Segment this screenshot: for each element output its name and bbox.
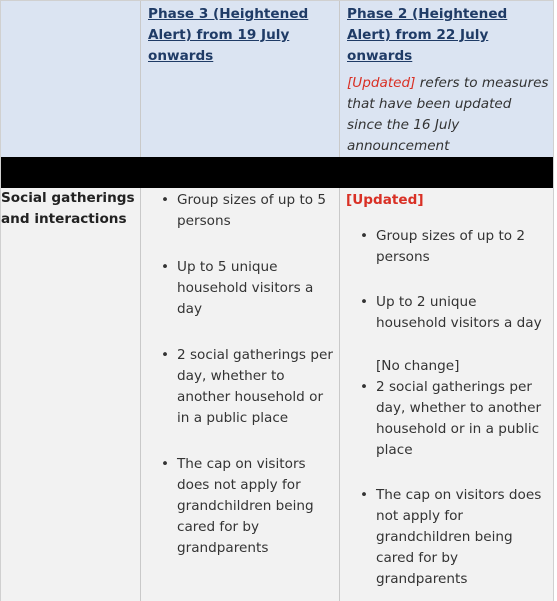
phase3-list xyxy=(141,188,339,559)
updated-note-tag: [Updated] xyxy=(347,75,416,91)
bullet-icon: • xyxy=(161,192,170,208)
bullet-icon: • xyxy=(360,228,369,244)
header-phase3-cell xyxy=(141,1,340,158)
table-header-row xyxy=(1,1,554,158)
phase2-updated-list xyxy=(340,226,549,334)
list-item: • The cap on visitors does not apply for grandchildren being cared for by grandparents xyxy=(360,487,542,587)
list-item: • The cap on visitors does not apply for grandchildren being cared for by grandparents xyxy=(161,456,314,556)
nochange-tag: [No change] xyxy=(376,358,460,374)
list-item: • 2 social gatherings per day, whether to another household or in a public place xyxy=(360,379,542,458)
updated-note xyxy=(340,67,553,157)
list-item: • Up to 2 unique household visitors a day xyxy=(360,294,542,331)
list-item: • 2 social gatherings per day, whether to another household or in a public place xyxy=(161,347,333,426)
updated-note-text: refers to measures that have been updated since the 16 July announcement xyxy=(347,75,549,154)
list-item: • Group sizes of up to 5 persons xyxy=(161,192,327,229)
updated-badge: [Updated] xyxy=(346,192,424,208)
phase2-measures-cell xyxy=(340,188,554,601)
phase3-heading-link[interactable]: Phase 3 (Heightened Alert) from 19 July onwards xyxy=(148,6,309,64)
bullet-icon: • xyxy=(360,294,369,310)
section-divider-bar xyxy=(1,157,554,188)
header-empty-cell xyxy=(1,1,141,158)
phase2-nochange-list xyxy=(340,377,549,590)
phase2-heading-link[interactable]: Phase 2 (Heightened Alert) from 22 July onwards xyxy=(347,6,508,64)
bullet-icon: • xyxy=(161,456,170,472)
bullet-icon: • xyxy=(360,379,369,395)
header-phase2-cell xyxy=(340,1,554,158)
table-row xyxy=(1,188,554,601)
row-label: Social gatherings and interactions xyxy=(1,188,141,601)
list-item: • Group sizes of up to 2 persons xyxy=(360,228,526,265)
bullet-icon: • xyxy=(360,487,369,503)
list-item: • Up to 5 unique household visitors a day xyxy=(161,259,314,317)
bullet-icon: • xyxy=(161,347,170,363)
bullet-icon: • xyxy=(161,259,170,275)
phase3-measures-cell xyxy=(141,188,340,601)
